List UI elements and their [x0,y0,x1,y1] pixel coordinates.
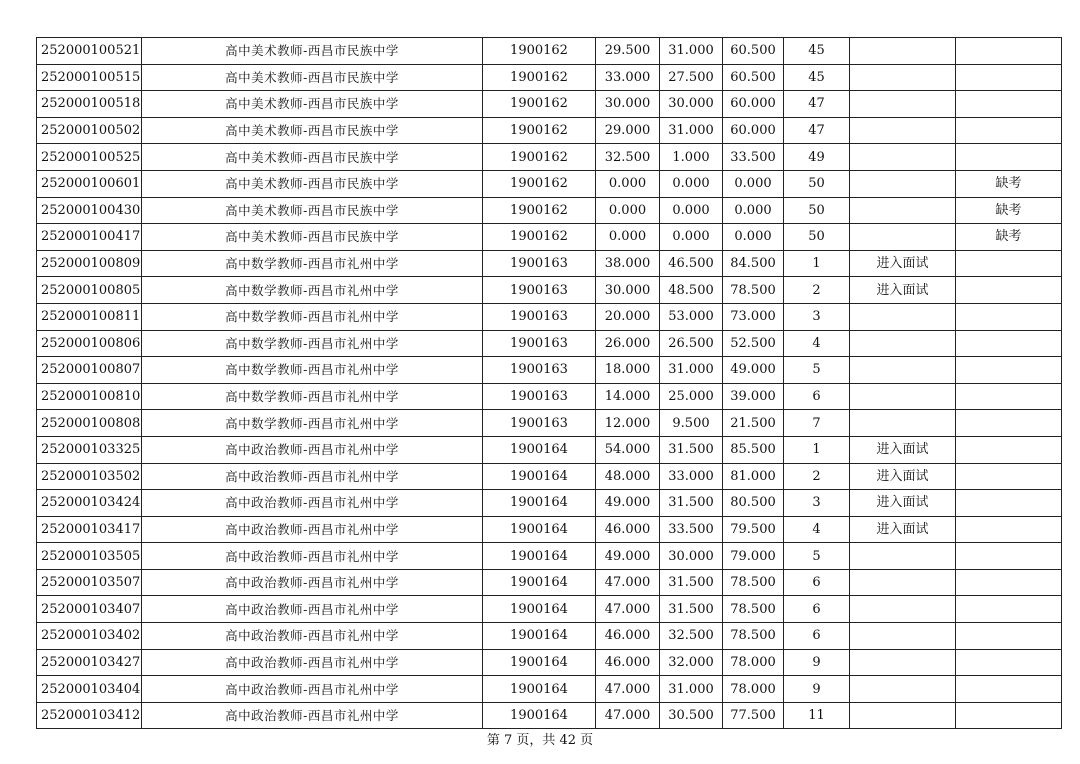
table-row [37,357,1062,384]
interview-status-cell [850,197,956,224]
total-score-cell: 79.500 [723,516,784,543]
rank-cell: 6 [784,623,850,650]
position-cell: 高中政治教师-西昌市礼州中学 [142,623,483,650]
rank-cell: 4 [784,330,850,357]
total-score-cell: 60.500 [723,64,784,91]
exam-number-cell: 252000103412 [37,702,142,729]
table-row [37,170,1062,197]
position-cell: 高中政治教师-西昌市礼州中学 [142,649,483,676]
position-cell: 高中美术教师-西昌市民族中学 [142,224,483,251]
interview-status-cell: 进入面试 [850,516,956,543]
position-cell: 高中美术教师-西昌市民族中学 [142,197,483,224]
exam-number-cell: 252000103427 [37,649,142,676]
score-1-cell: 47.000 [596,569,660,596]
note-cell [956,702,1062,729]
score-1-cell: 33.000 [596,64,660,91]
total-score-cell: 73.000 [723,303,784,330]
exam-number-cell: 252000100525 [37,144,142,171]
note-cell [956,277,1062,304]
score-2-cell: 46.500 [660,250,723,277]
table-row [37,64,1062,91]
total-score-cell: 78.000 [723,649,784,676]
score-2-cell: 0.000 [660,197,723,224]
note-cell [956,117,1062,144]
rank-cell: 1 [784,436,850,463]
score-2-cell: 9.500 [660,410,723,437]
rank-cell: 50 [784,197,850,224]
table-row [37,490,1062,517]
table-row [37,569,1062,596]
exam-number-cell: 252000100518 [37,91,142,118]
score-1-cell: 20.000 [596,303,660,330]
score-1-cell: 18.000 [596,357,660,384]
position-code-cell: 1900162 [483,197,596,224]
score-2-cell: 1.000 [660,144,723,171]
position-cell: 高中数学教师-西昌市礼州中学 [142,410,483,437]
table-row [37,516,1062,543]
score-1-cell: 29.000 [596,117,660,144]
exam-number-cell: 252000100601 [37,170,142,197]
interview-status-cell: 进入面试 [850,490,956,517]
score-2-cell: 32.000 [660,649,723,676]
note-cell [956,91,1062,118]
exam-number-cell: 252000100521 [37,38,142,65]
table-row [37,649,1062,676]
interview-status-cell [850,702,956,729]
rank-cell: 9 [784,676,850,703]
interview-status-cell [850,649,956,676]
position-cell: 高中美术教师-西昌市民族中学 [142,64,483,91]
total-score-cell: 0.000 [723,197,784,224]
table-row [37,91,1062,118]
exam-number-cell: 252000100430 [37,197,142,224]
note-cell [956,436,1062,463]
score-2-cell: 31.000 [660,676,723,703]
score-1-cell: 0.000 [596,197,660,224]
table-row [37,383,1062,410]
table-row [37,623,1062,650]
note-cell [956,144,1062,171]
rank-cell: 4 [784,516,850,543]
position-code-cell: 1900164 [483,463,596,490]
total-score-cell: 52.500 [723,330,784,357]
position-cell: 高中政治教师-西昌市礼州中学 [142,702,483,729]
interview-status-cell: 进入面试 [850,436,956,463]
note-cell [956,649,1062,676]
interview-status-cell [850,64,956,91]
score-1-cell: 12.000 [596,410,660,437]
position-cell: 高中政治教师-西昌市礼州中学 [142,676,483,703]
interview-status-cell [850,623,956,650]
position-code-cell: 1900164 [483,623,596,650]
position-code-cell: 1900163 [483,357,596,384]
total-score-cell: 81.000 [723,463,784,490]
exam-number-cell: 252000100417 [37,224,142,251]
exam-number-cell: 252000103502 [37,463,142,490]
position-code-cell: 1900164 [483,490,596,517]
position-cell: 高中美术教师-西昌市民族中学 [142,38,483,65]
interview-status-cell [850,596,956,623]
interview-status-cell [850,144,956,171]
note-cell [956,596,1062,623]
position-code-cell: 1900163 [483,330,596,357]
position-cell: 高中政治教师-西昌市礼州中学 [142,490,483,517]
rank-cell: 47 [784,91,850,118]
table-row [37,197,1062,224]
table-body [37,38,1062,729]
table-row [37,596,1062,623]
position-cell: 高中数学教师-西昌市礼州中学 [142,330,483,357]
position-code-cell: 1900162 [483,64,596,91]
score-2-cell: 31.500 [660,436,723,463]
exam-number-cell: 252000100809 [37,250,142,277]
exam-number-cell: 252000103325 [37,436,142,463]
score-1-cell: 30.000 [596,277,660,304]
score-1-cell: 30.000 [596,91,660,118]
note-cell [956,490,1062,517]
score-2-cell: 31.000 [660,357,723,384]
table-row [37,277,1062,304]
interview-status-cell [850,224,956,251]
score-1-cell: 38.000 [596,250,660,277]
rank-cell: 50 [784,170,850,197]
note-cell [956,38,1062,65]
score-2-cell: 31.000 [660,117,723,144]
rank-cell: 6 [784,596,850,623]
position-cell: 高中政治教师-西昌市礼州中学 [142,569,483,596]
total-score-cell: 77.500 [723,702,784,729]
position-code-cell: 1900164 [483,596,596,623]
note-cell [956,303,1062,330]
position-cell: 高中政治教师-西昌市礼州中学 [142,596,483,623]
position-code-cell: 1900164 [483,702,596,729]
score-1-cell: 47.000 [596,676,660,703]
position-code-cell: 1900163 [483,410,596,437]
exam-number-cell: 252000100502 [37,117,142,144]
table-row [37,144,1062,171]
position-code-cell: 1900164 [483,436,596,463]
exam-number-cell: 252000100808 [37,410,142,437]
position-cell: 高中数学教师-西昌市礼州中学 [142,250,483,277]
score-2-cell: 53.000 [660,303,723,330]
position-code-cell: 1900163 [483,303,596,330]
note-cell [956,357,1062,384]
position-code-cell: 1900163 [483,383,596,410]
table-row [37,702,1062,729]
position-code-cell: 1900162 [483,170,596,197]
score-table [36,37,1062,729]
note-cell [956,330,1062,357]
note-cell [956,516,1062,543]
position-cell: 高中数学教师-西昌市礼州中学 [142,383,483,410]
rank-cell: 7 [784,410,850,437]
table-row [37,436,1062,463]
rank-cell: 5 [784,543,850,570]
total-score-cell: 78.500 [723,569,784,596]
rank-cell: 9 [784,649,850,676]
note-cell [956,410,1062,437]
table-row [37,410,1062,437]
position-cell: 高中政治教师-西昌市礼州中学 [142,516,483,543]
total-score-cell: 33.500 [723,144,784,171]
position-code-cell: 1900163 [483,277,596,304]
score-2-cell: 33.000 [660,463,723,490]
exam-number-cell: 252000100810 [37,383,142,410]
position-cell: 高中数学教师-西昌市礼州中学 [142,277,483,304]
score-1-cell: 29.500 [596,38,660,65]
score-1-cell: 47.000 [596,702,660,729]
rank-cell: 11 [784,702,850,729]
position-cell: 高中政治教师-西昌市礼州中学 [142,543,483,570]
total-score-cell: 78.500 [723,596,784,623]
score-1-cell: 54.000 [596,436,660,463]
rank-cell: 5 [784,357,850,384]
interview-status-cell [850,170,956,197]
position-code-cell: 1900162 [483,224,596,251]
position-code-cell: 1900164 [483,649,596,676]
score-1-cell: 32.500 [596,144,660,171]
total-score-cell: 78.500 [723,277,784,304]
interview-status-cell [850,543,956,570]
score-2-cell: 32.500 [660,623,723,650]
total-score-cell: 60.000 [723,91,784,118]
interview-status-cell [850,330,956,357]
score-2-cell: 0.000 [660,224,723,251]
score-1-cell: 0.000 [596,170,660,197]
table-row [37,303,1062,330]
rank-cell: 3 [784,303,850,330]
position-cell: 高中美术教师-西昌市民族中学 [142,170,483,197]
rank-cell: 6 [784,569,850,596]
interview-status-cell: 进入面试 [850,463,956,490]
note-cell [956,543,1062,570]
score-1-cell: 0.000 [596,224,660,251]
rank-cell: 45 [784,38,850,65]
rank-cell: 1 [784,250,850,277]
total-score-cell: 79.000 [723,543,784,570]
note-cell: 缺考 [956,170,1062,197]
position-cell: 高中美术教师-西昌市民族中学 [142,117,483,144]
score-1-cell: 46.000 [596,623,660,650]
total-score-cell: 39.000 [723,383,784,410]
note-cell [956,569,1062,596]
table-row [37,676,1062,703]
score-2-cell: 48.500 [660,277,723,304]
interview-status-cell: 进入面试 [850,250,956,277]
total-score-cell: 0.000 [723,170,784,197]
score-2-cell: 31.500 [660,596,723,623]
total-score-cell: 60.500 [723,38,784,65]
score-2-cell: 30.500 [660,702,723,729]
position-code-cell: 1900164 [483,516,596,543]
interview-status-cell [850,569,956,596]
rank-cell: 47 [784,117,850,144]
rank-cell: 6 [784,383,850,410]
exam-number-cell: 252000103417 [37,516,142,543]
note-cell [956,64,1062,91]
score-2-cell: 31.000 [660,38,723,65]
interview-status-cell [850,410,956,437]
position-cell: 高中数学教师-西昌市礼州中学 [142,303,483,330]
rank-cell: 50 [784,224,850,251]
table-row [37,543,1062,570]
exam-number-cell: 252000103402 [37,623,142,650]
position-code-cell: 1900164 [483,569,596,596]
table-row [37,463,1062,490]
rank-cell: 2 [784,463,850,490]
position-code-cell: 1900164 [483,676,596,703]
total-score-cell: 60.000 [723,117,784,144]
score-1-cell: 49.000 [596,543,660,570]
exam-number-cell: 252000100515 [37,64,142,91]
total-score-cell: 85.500 [723,436,784,463]
position-code-cell: 1900162 [483,144,596,171]
note-cell [956,463,1062,490]
score-2-cell: 26.500 [660,330,723,357]
score-1-cell: 48.000 [596,463,660,490]
score-1-cell: 46.000 [596,649,660,676]
exam-number-cell: 252000100805 [37,277,142,304]
position-cell: 高中美术教师-西昌市民族中学 [142,91,483,118]
exam-number-cell: 252000103424 [37,490,142,517]
table-row [37,117,1062,144]
interview-status-cell [850,91,956,118]
table-row [37,224,1062,251]
rank-cell: 45 [784,64,850,91]
score-2-cell: 0.000 [660,170,723,197]
exam-number-cell: 252000103407 [37,596,142,623]
position-cell: 高中美术教师-西昌市民族中学 [142,144,483,171]
exam-number-cell: 252000103404 [37,676,142,703]
exam-number-cell: 252000103507 [37,569,142,596]
position-cell: 高中数学教师-西昌市礼州中学 [142,357,483,384]
position-code-cell: 1900162 [483,117,596,144]
page-footer: 第 7 页，共 42 页 [486,733,594,748]
score-1-cell: 49.000 [596,490,660,517]
interview-status-cell [850,38,956,65]
rank-cell: 2 [784,277,850,304]
position-cell: 高中政治教师-西昌市礼州中学 [142,463,483,490]
total-score-cell: 84.500 [723,250,784,277]
note-cell [956,383,1062,410]
total-score-cell: 21.500 [723,410,784,437]
note-cell [956,676,1062,703]
exam-number-cell: 252000100807 [37,357,142,384]
position-code-cell: 1900162 [483,91,596,118]
score-2-cell: 31.500 [660,569,723,596]
position-code-cell: 1900162 [483,38,596,65]
score-2-cell: 33.500 [660,516,723,543]
position-code-cell: 1900164 [483,543,596,570]
score-1-cell: 47.000 [596,596,660,623]
score-2-cell: 31.500 [660,490,723,517]
interview-status-cell [850,117,956,144]
position-cell: 高中政治教师-西昌市礼州中学 [142,436,483,463]
interview-status-cell: 进入面试 [850,277,956,304]
rank-cell: 49 [784,144,850,171]
score-2-cell: 25.000 [660,383,723,410]
total-score-cell: 80.500 [723,490,784,517]
note-cell [956,250,1062,277]
score-2-cell: 30.000 [660,91,723,118]
score-1-cell: 14.000 [596,383,660,410]
score-1-cell: 26.000 [596,330,660,357]
position-code-cell: 1900163 [483,250,596,277]
exam-number-cell: 252000100806 [37,330,142,357]
table-row [37,250,1062,277]
interview-status-cell [850,383,956,410]
score-2-cell: 27.500 [660,64,723,91]
note-cell: 缺考 [956,224,1062,251]
total-score-cell: 78.000 [723,676,784,703]
exam-number-cell: 252000100811 [37,303,142,330]
exam-number-cell: 252000103505 [37,543,142,570]
total-score-cell: 49.000 [723,357,784,384]
interview-status-cell [850,357,956,384]
rank-cell: 3 [784,490,850,517]
interview-status-cell [850,676,956,703]
total-score-cell: 78.500 [723,623,784,650]
note-cell: 缺考 [956,197,1062,224]
total-score-cell: 0.000 [723,224,784,251]
note-cell [956,623,1062,650]
table-row [37,330,1062,357]
interview-status-cell [850,303,956,330]
table-row [37,38,1062,65]
score-1-cell: 46.000 [596,516,660,543]
score-2-cell: 30.000 [660,543,723,570]
